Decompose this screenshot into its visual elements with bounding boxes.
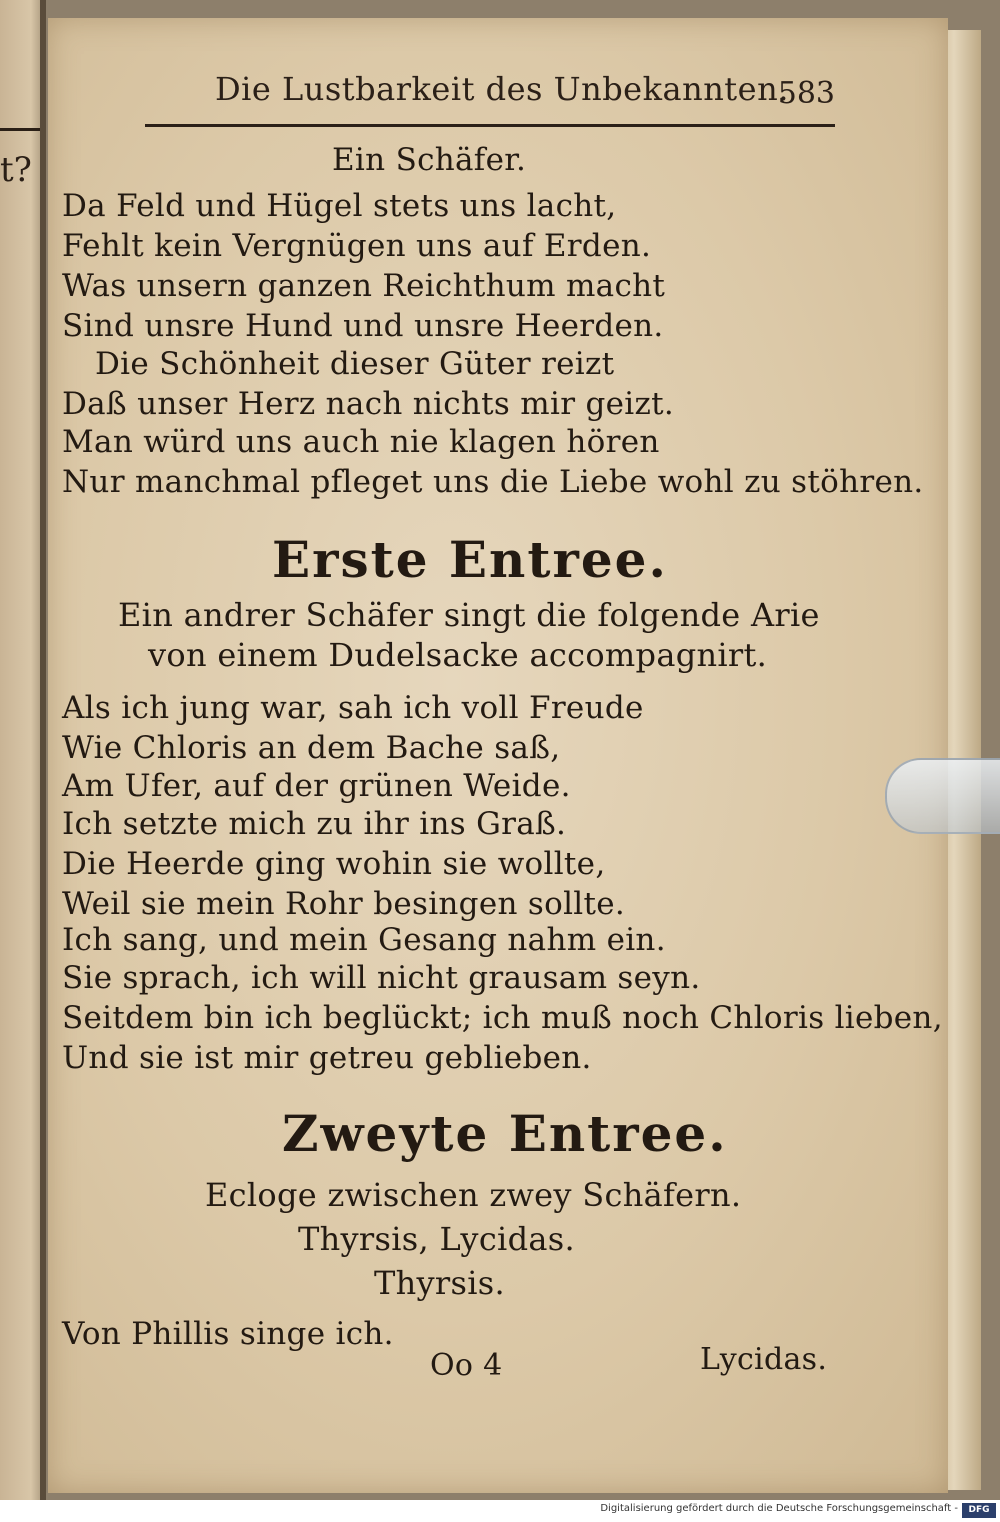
verse-line: Was unsern ganzen Reichthum macht — [62, 268, 666, 304]
verse-line: Ich sang, und mein Gesang nahm ein. — [62, 922, 666, 958]
verse-line: Da Feld und Hügel stets uns lacht, — [62, 188, 617, 224]
previous-page-rule — [0, 128, 40, 131]
verse-line: Weil sie mein Rohr besingen sollte. — [62, 886, 626, 922]
verse-line: Und sie ist mir getreu geblieben. — [62, 1040, 592, 1076]
previous-page-fragment: t? — [0, 150, 32, 190]
verse-line: Von Phillis singe ich. — [62, 1316, 394, 1352]
entree-subheading: von einem Dudelsacke accompagnirt. — [148, 636, 768, 674]
speaker-label: Ein Schäfer. — [332, 142, 527, 178]
entree-heading: Zweyte Entree. — [282, 1104, 728, 1163]
verse-line: Ich setzte mich zu ihr ins Graß. — [62, 806, 567, 842]
book-gutter — [40, 0, 46, 1500]
entree-subheading: Ein andrer Schäfer singt die folgende Arie — [118, 596, 820, 634]
digitization-notice: Digitalisierung gefördert durch die Deutsche Forschungsgemeinschaft - — [600, 1503, 958, 1514]
verse-line: Fehlt kein Vergnügen uns auf Erden. — [62, 228, 652, 264]
verse-line: Nur manchmal pfleget uns die Liebe wohl zu stöhren. — [62, 464, 924, 500]
verse-line: Am Ufer, auf der grünen Weide. — [62, 768, 571, 804]
eclogue-speakers: Thyrsis, Lycidas. — [298, 1220, 575, 1258]
dfg-logo: DFG — [962, 1503, 996, 1518]
verse-line: Man würd uns auch nie klagen hören — [62, 424, 660, 460]
verse-line: Als ich jung war, sah ich voll Freude — [62, 690, 644, 726]
page-clip — [885, 758, 1000, 834]
header-rule — [145, 124, 835, 127]
previous-page-edge — [0, 0, 44, 1500]
page-number: 583 — [777, 76, 835, 111]
verse-line: Sind unsre Hund und unsre Heerden. — [62, 308, 664, 344]
entree-heading: Erste Entree. — [272, 530, 668, 589]
digitization-bar — [0, 1500, 1000, 1522]
speaker-label: Thyrsis. — [374, 1264, 505, 1302]
verse-line: Die Heerde ging wohin sie wollte, — [62, 846, 606, 882]
verse-line: Wie Chloris an dem Bache saß, — [62, 730, 561, 766]
verse-line: Seitdem bin ich beglückt; ich muß noch Chloris lieben, — [62, 1000, 943, 1036]
catchword: Lycidas. — [700, 1342, 828, 1377]
eclogue-title: Ecloge zwischen zwey Schäfern. — [205, 1176, 742, 1214]
verse-line: Sie sprach, ich will nicht grausam seyn. — [62, 960, 701, 996]
signature-mark: Oo 4 — [430, 1348, 503, 1383]
running-head — [175, 62, 835, 122]
running-title: Die Lustbarkeit des Unbekannten. — [215, 70, 789, 108]
verse-line: Die Schönheit dieser Güter reizt — [95, 346, 615, 382]
verse-line: Daß unser Herz nach nichts mir geizt. — [62, 386, 675, 422]
